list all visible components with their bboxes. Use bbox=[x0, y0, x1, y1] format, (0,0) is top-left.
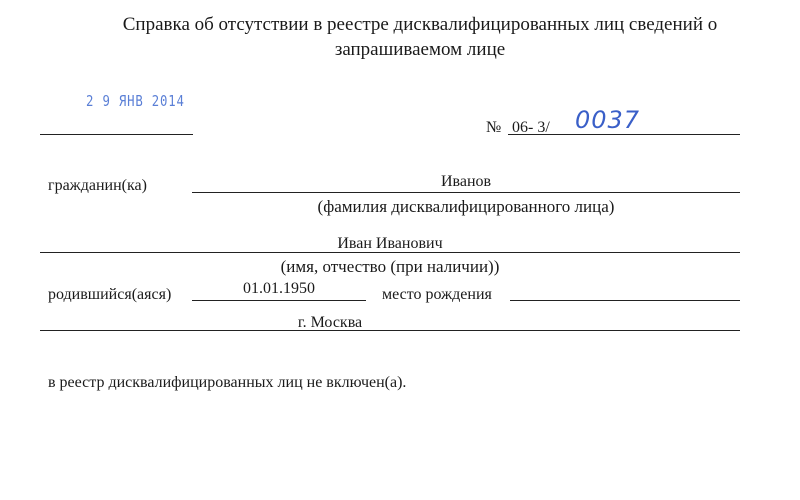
title-line-1: Справка об отсутствии в реестре дисквалифицированных лиц сведений о bbox=[122, 14, 718, 35]
citizen-label: гражданин(ка) bbox=[48, 177, 147, 194]
title-line-2: запрашиваемом лице bbox=[334, 39, 506, 60]
birthplace-label: место рождения bbox=[382, 286, 492, 303]
number-label: № bbox=[486, 119, 502, 136]
document-title bbox=[60, 12, 780, 62]
name-caption: (имя, отчество (при наличии)) bbox=[280, 257, 500, 276]
birthplace-value-line bbox=[40, 330, 740, 331]
birth-date: 01.01.1950 bbox=[243, 280, 315, 297]
birthplace-value: г. Москва bbox=[297, 314, 363, 331]
birth-date-line bbox=[192, 300, 366, 301]
signature-line bbox=[40, 134, 193, 135]
surname-value: Иванов bbox=[440, 173, 492, 190]
conclusion-text: в реестр дисквалифицированных лиц не включен(а). bbox=[48, 374, 407, 391]
birthplace-line bbox=[510, 300, 740, 301]
surname-line bbox=[192, 192, 740, 193]
handwritten-number: 0037 bbox=[575, 106, 641, 134]
number-underline bbox=[508, 134, 740, 135]
born-label: родившийся(аяся) bbox=[48, 286, 172, 303]
date-stamp: 2 9 ЯНВ 2014 bbox=[86, 92, 185, 110]
number-prefix: 06- 3/ bbox=[512, 119, 550, 136]
name-value: Иван Иванович bbox=[337, 235, 443, 252]
surname-caption: (фамилия дисквалифицированного лица) bbox=[317, 197, 615, 216]
name-line bbox=[40, 252, 740, 253]
